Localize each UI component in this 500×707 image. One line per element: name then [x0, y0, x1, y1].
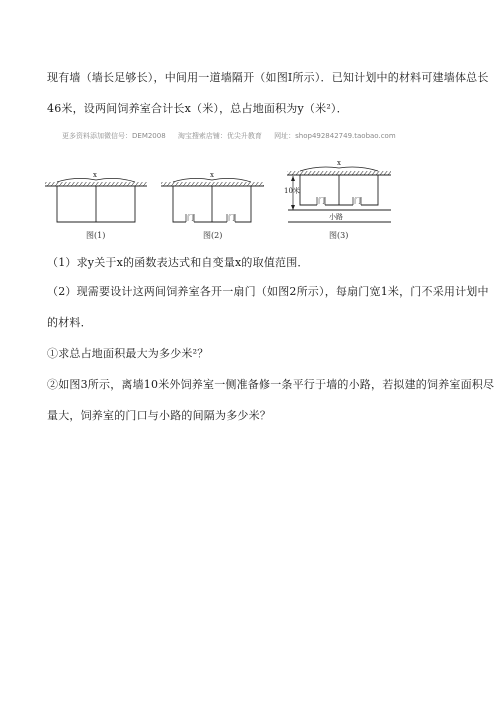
problem-text-line-2: 46米，设两间饲养室合计长x（米），总占地面积为y（米²）．: [47, 102, 348, 115]
door-label-2a: 门: [187, 214, 194, 222]
door-label-2b: 门: [228, 214, 235, 222]
arrow-head-top: [291, 176, 295, 181]
arrow-head-bottom: [291, 205, 295, 210]
caption-figure-1: 图(1): [86, 231, 106, 240]
enclosure-3-left: [300, 175, 317, 205]
question-2-line-2: 的材料．: [47, 316, 92, 329]
wall-hatch-2: [161, 182, 264, 186]
x-label-3: x: [337, 159, 341, 167]
figure-2: [161, 171, 264, 240]
wall-hatch-3: [287, 171, 391, 175]
x-label-1: x: [93, 171, 97, 179]
question-1: （1）求y关于x的函数表达式和自变量x的取值范围．: [47, 256, 309, 269]
question-2-part-1: ①求总占地面积最大为多少米²？: [47, 347, 209, 360]
enclosure-2-left: [173, 186, 186, 222]
watermark-site: 网址：shop492842749.taobao.com: [274, 132, 396, 140]
figure-3: [284, 159, 391, 240]
watermark-wechat: 更多资料添加微信号：DEM2008: [62, 132, 166, 140]
watermark-shop: 淘宝搜索店铺：优尖升教育: [177, 132, 262, 140]
x-label-2: x: [210, 171, 214, 179]
caption-figure-3: 图(3): [329, 231, 349, 240]
distance-label: 10米: [284, 187, 300, 195]
enclosure-2-right: [235, 186, 251, 222]
question-2-part-2-line-2: 量大，饲养室的门口与小路的间隔为多少米？: [47, 409, 271, 422]
brace-3: [300, 167, 378, 171]
question-2-line-1: （2）现需要设计这两间饲养室各开一扇门（如图2所示），每扇门宽1米，门不采用计划中: [47, 285, 489, 298]
wall-hatch-1: [45, 182, 147, 186]
door-label-3a: 门: [318, 197, 325, 205]
question-2-part-2-line-1: ②如图3所示，离墙10米外饲养室一侧准备修一条平行于墙的小路，若拟建的饲养室面积尽: [47, 378, 495, 391]
enclosure-3-right: [361, 175, 378, 205]
road-label: 小路: [329, 213, 343, 221]
problem-text-line-1: 现有墙（墙长足够长），中间用一道墙隔开（如图Ⅰ所示）．已知计划中的材料可建墙体总长: [47, 71, 489, 84]
figure-1: [45, 171, 147, 240]
door-label-3b: 门: [354, 197, 361, 205]
caption-figure-2: 图(2): [203, 231, 223, 240]
